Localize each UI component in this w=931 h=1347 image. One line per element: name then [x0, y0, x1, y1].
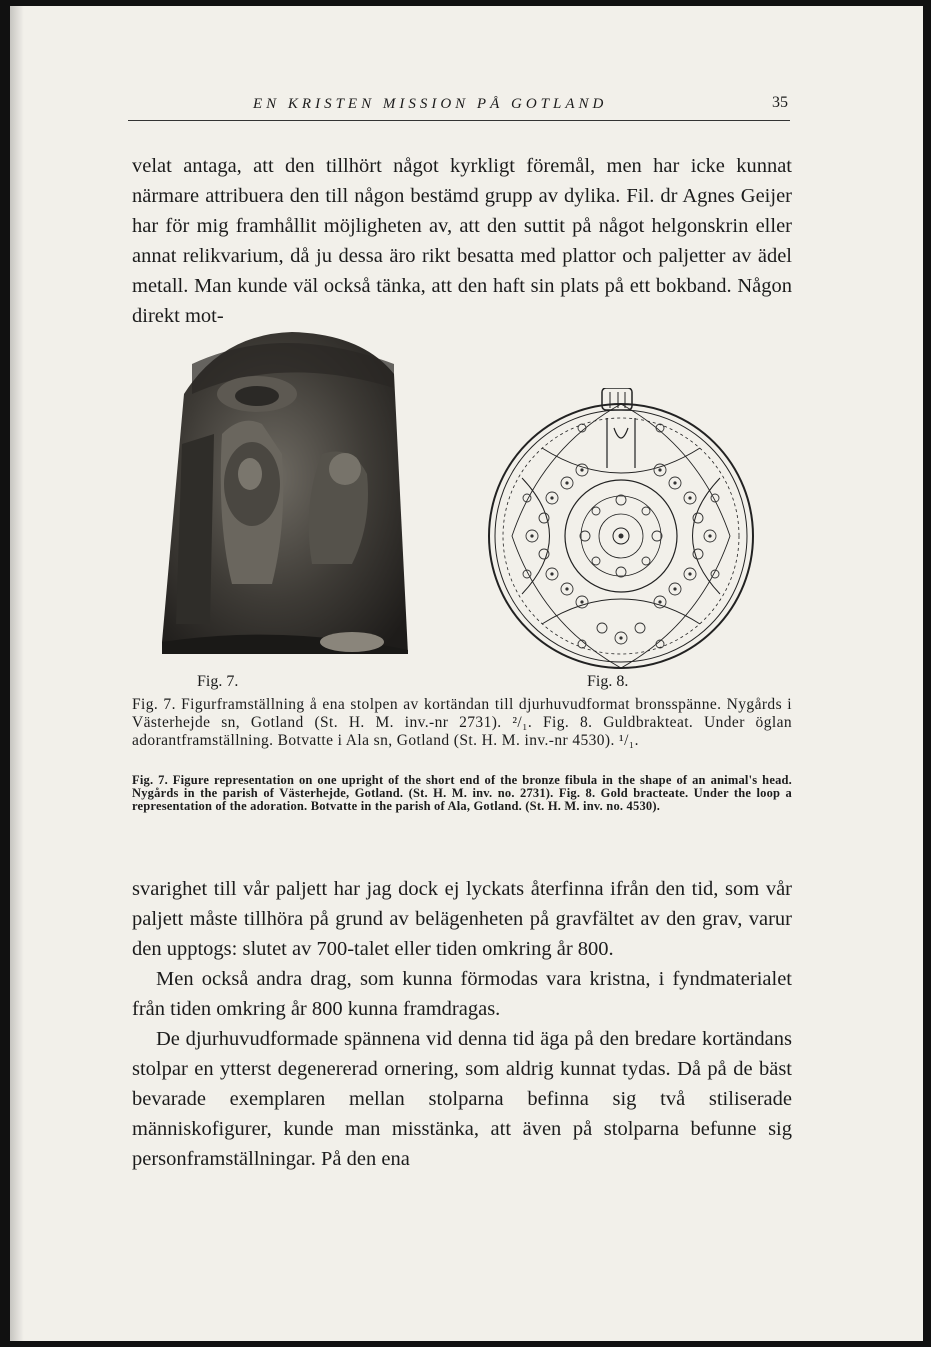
fig8-bracteate-drawing [482, 388, 760, 670]
body-text-bottom [132, 874, 792, 1174]
header-rule [128, 120, 790, 121]
body-text-top [132, 151, 792, 331]
caption-english [132, 774, 792, 813]
caption-swedish [132, 696, 792, 750]
running-title: EN KRISTEN MISSION PÅ GOTLAND [253, 96, 608, 112]
fig8-label: Fig. 8. [587, 673, 629, 690]
paragraph-bottom-3: De djurhuvudformade spännena vid denna tid äga på den bredare kortändans stolpar en ytterst degenererad ornering, som aldrig kunnat tydas. Då på de bäst bevarade exemplaren mellan stolparna befinna sig två stiliserade människofigurer, kunde man misstänka, att även på stolparna befunne sig personframställningar. På den ena [132, 1028, 792, 1170]
paragraph-top: velat antaga, att den tillhört något kyrkligt föremål, men har icke kunnat närmare attribuera den till någon bestämd grupp av dylika. Fil. dr Agnes Geijer har för mig framhållit möjligheten av, att den suttit på något helgonskrin eller annat relikvarium, då ju dessa äro rikt besatta med plattor och paljetter av ädel metall. Man kunde väl också tänka, att den haft sin plats på ett bokband. Någon direkt mot- [132, 155, 792, 327]
book-page [10, 6, 923, 1341]
caption-swedish-text: Fig. 7. Figurframställning å ena stolpen av kortändan till djurhuvudformat bronsspänne. Nygårds i Västerhejde sn, Gotland (St. H. M. inv.-nr 2731). ²/₁. Fig. 8. Guldbrakteat. Under öglan adorantframställning. Botvatte i Ala sn, Gotland (St. H. M. inv.-nr 4530). ¹/₁. [132, 696, 792, 749]
paragraph-bottom-2: Men också andra drag, som kunna förmodas vara kristna, i fyndmaterialet från tiden omkring år 800 kunna framdragas. [132, 968, 792, 1020]
page-edge-shadow [10, 6, 24, 1341]
fig7-photograph [162, 324, 408, 654]
caption-english-text: Fig. 7. Figure representation on one upright of the short end of the bronze fibula in the shape of an animal's head. Nygårds in the parish of Västerhejde, Gotland. (St. H. M. inv. no. 2731). Fig. 8. Gold bracteate. Under the loop a representation of the adoration. Botvatte in the parish of Ala, Gotland. (St. H. M. inv. no. 4530). [132, 773, 792, 813]
page-number: 35 [772, 94, 788, 111]
fig7-label: Fig. 7. [197, 673, 239, 690]
paragraph-bottom-1: svarighet till vår paljett har jag dock ej lyckats återfinna ifrån den tid, som vår paljett måste tillhöra på grund av belägenheten på gravfältet av den grav, varur den upptogs: slutet av 700-talet eller tiden omkring år 800. [132, 878, 792, 960]
